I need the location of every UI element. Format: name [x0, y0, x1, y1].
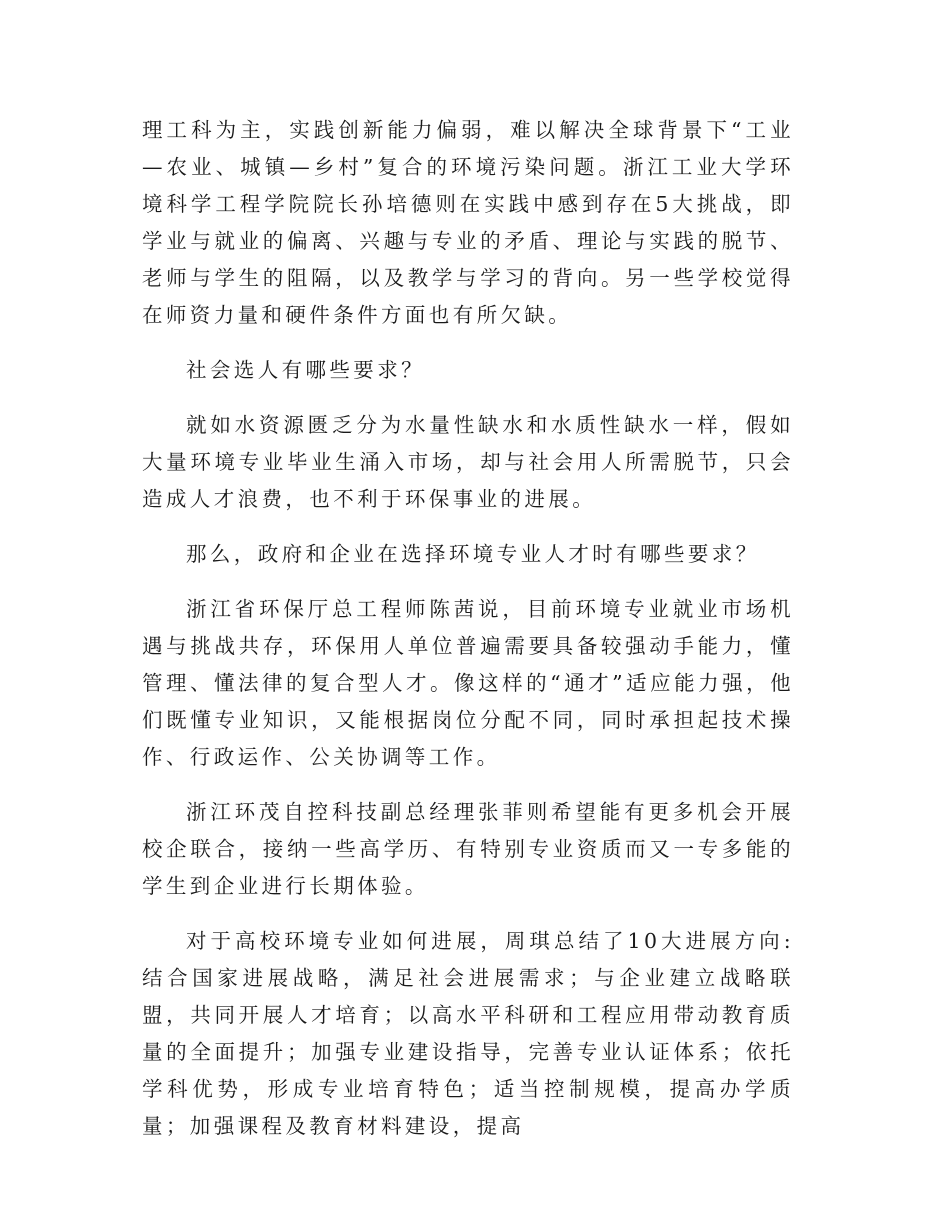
- article-body: [142, 112, 794, 1163]
- paragraph-question-requirements: 那么，政府和企业在选择环境专业人才时有哪些要求？: [186, 542, 760, 566]
- paragraph-3: 就如水资源匮乏分为水量性缺水和水质性缺水一样，假如大量环境专业毕业生涌入市场，却与社会用人所需脱节，只会造成人才浪费，也不利于环保事业的进展。: [142, 413, 794, 511]
- paragraph-6: 浙江环茂自控科技副总经理张菲则希望能有更多机会开展校企联合，接纳一些高学历、有特别专业资质而又一专多能的学生到企业进行长期体验。: [142, 800, 794, 898]
- paragraph-5: 浙江省环保厅总工程师陈茜说，目前环境专业就业市场机遇与挑战共存，环保用人单位普遍需要具备较强动手能力，懂管理、懂法律的复合型人才。像这样的“通才”适应能力强，他们既懂专业知识，又能根据岗位分配不同，同时承担起技术操作、行政运作、公关协调等工作。: [142, 597, 794, 769]
- paragraph-7: 对于高校环境专业如何进展，周琪总结了10大进展方向:结合国家进展战略，满足社会进展需求；与企业建立战略联盟，共同开展人才培育；以高水平科研和工程应用带动教育质量的全面提升；加强专业建设指导，完善专业认证体系；依托学科优势，形成专业培育特色；适当控制规模，提高办学质量；加强课程及教育材料建设，提高: [142, 929, 794, 1138]
- paragraph-question-selection: 社会选人有哪些要求？: [186, 358, 425, 382]
- paragraph-1: 理工科为主，实践创新能力偏弱，难以解决全球背景下“工业—农业、城镇—乡村”复合的环境污染问题。浙江工业大学环境科学工程学院院长孙培德则在实践中感到存在5大挑战，即学业与就业的偏离、兴趣与专业的矛盾、理论与实践的脱节、老师与学生的阻隔，以及教学与学习的背向。另一些学校觉得在师资力量和硬件条件方面也有所欠缺。: [142, 118, 794, 327]
